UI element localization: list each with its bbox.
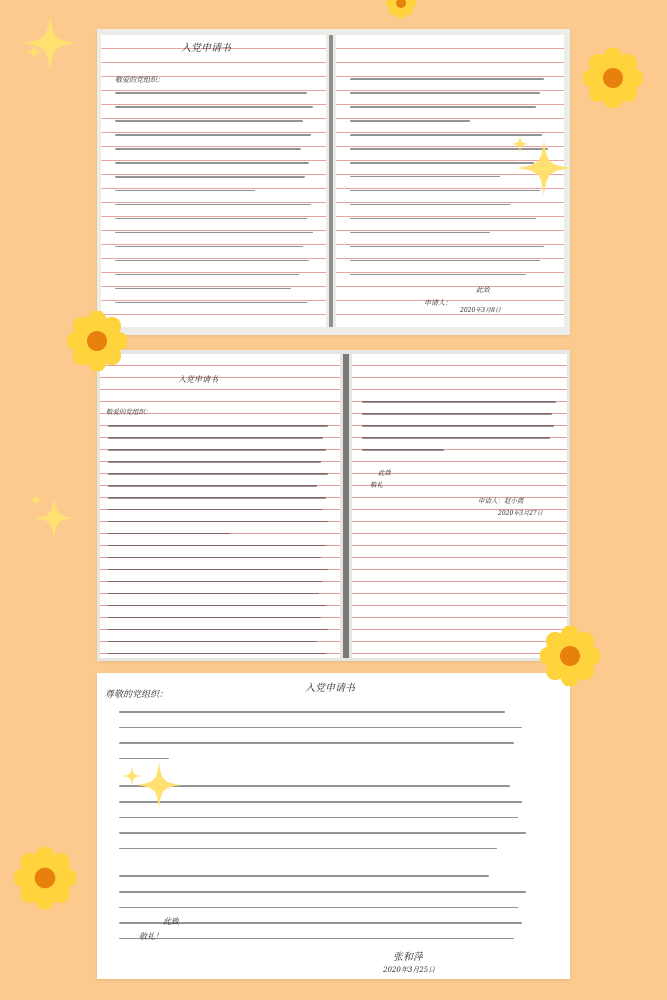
flower-icon xyxy=(540,626,600,686)
flower-icon xyxy=(67,311,127,371)
sparkle-icon xyxy=(511,135,529,153)
flower-icon xyxy=(583,48,643,108)
left-notebook-page xyxy=(100,354,340,658)
closing-line: 此致 xyxy=(163,917,179,926)
page-gutter xyxy=(343,354,349,658)
handwritten-body-text xyxy=(115,92,315,316)
flower-icon xyxy=(375,0,427,18)
page-title: 入党申请书 xyxy=(305,683,355,694)
closing-line-2: 敬礼！ xyxy=(139,932,163,941)
handwritten-application-photo-3 xyxy=(97,673,570,979)
sparkle-icon xyxy=(122,766,142,786)
handwritten-body-text xyxy=(119,711,539,953)
right-notebook-page xyxy=(352,354,567,658)
date-line: 2020年3月8日 xyxy=(460,307,501,314)
handwritten-application-photo-2 xyxy=(97,350,570,661)
handwritten-application-photo-1 xyxy=(97,29,570,335)
closing-line: 此致 xyxy=(476,286,490,294)
signature-line: 张和萍 xyxy=(393,952,423,963)
sparkle-icon xyxy=(136,762,182,808)
date-line: 2020年3月27日 xyxy=(498,510,543,517)
signature-line: 申请人： xyxy=(424,299,452,307)
sparkle-icon xyxy=(25,43,43,61)
signature-line: 申请人：赵小霞 xyxy=(478,497,524,505)
greeting-line: 尊敬的党组织： xyxy=(105,690,169,700)
handwritten-body-text xyxy=(362,401,558,461)
flower-icon xyxy=(14,847,76,909)
page-title: 入党申请书 xyxy=(181,43,231,54)
closing-line: 此致 xyxy=(378,469,391,477)
page-title: 入党申请书 xyxy=(178,375,218,384)
greeting-line: 敬爱的党组织： xyxy=(106,408,152,416)
sparkle-icon xyxy=(28,492,44,508)
handwritten-body-text xyxy=(108,425,330,661)
date-line: 2020年3月25日 xyxy=(383,966,436,974)
page-gutter xyxy=(329,35,333,327)
closing-line-2: 敬礼 xyxy=(370,481,383,489)
left-notebook-page xyxy=(101,35,326,327)
greeting-line: 敬爱的党组织： xyxy=(115,76,164,84)
